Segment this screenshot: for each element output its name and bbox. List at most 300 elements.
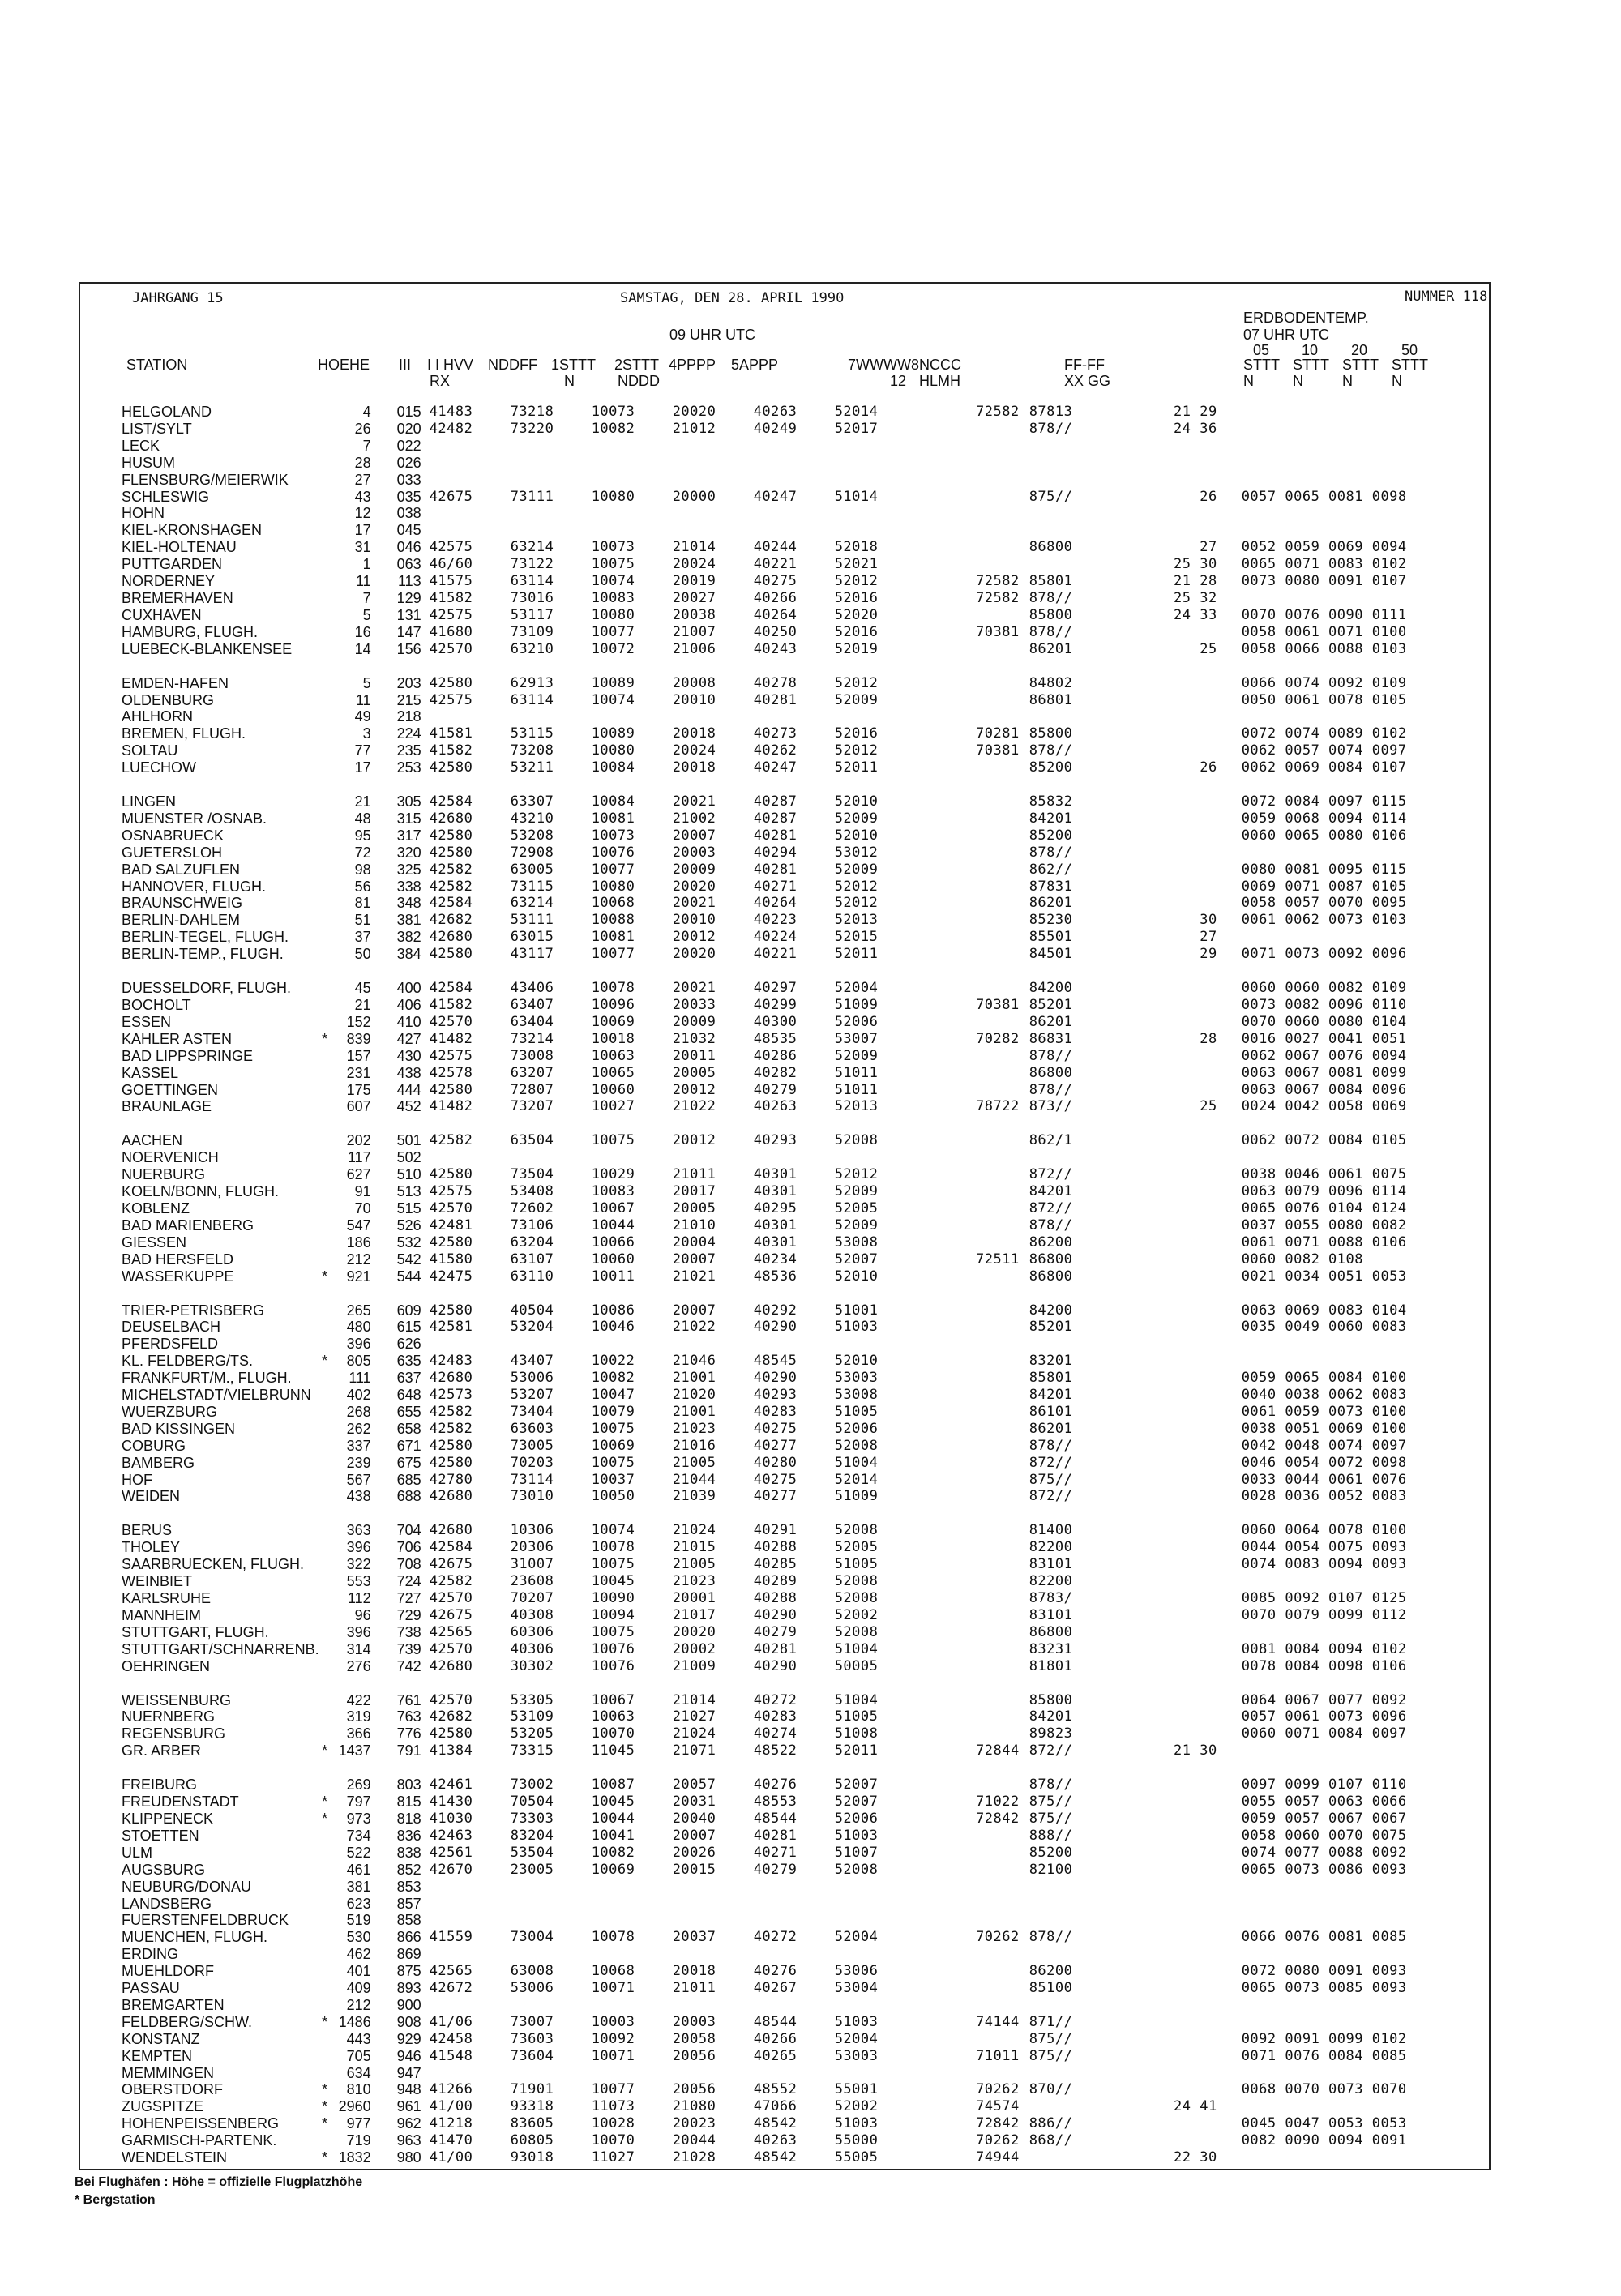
soil-temperatures: 0057 0065 0081 0098 <box>1241 488 1407 505</box>
table-row <box>122 2115 1493 2132</box>
obs-group-6 <box>835 708 940 725</box>
station-height: 623 <box>346 1895 371 1912</box>
soil-temperatures <box>1242 522 1493 539</box>
obs-group-3: 10088 <box>591 912 635 929</box>
obs-group-3: 10083 <box>591 589 635 606</box>
obs-group-6: 52013 <box>834 912 879 929</box>
obs-group-4: 20018 <box>672 1963 716 1980</box>
mountain-marker: * <box>322 1268 328 1285</box>
station-height: 268 <box>346 1403 371 1420</box>
wind-gust <box>1107 1811 1242 1828</box>
obs-group-4: 21001 <box>672 1370 716 1387</box>
soil-temperatures: 0097 0099 0107 0110 <box>1241 1777 1407 1794</box>
station-height: 212 <box>346 1251 371 1268</box>
wind-gust: 27 <box>1200 539 1217 556</box>
table-row <box>122 1370 1493 1387</box>
obs-group-2: 73404 <box>510 1403 554 1420</box>
station-id: 727 <box>396 1590 421 1606</box>
obs-group-3: 10069 <box>591 1437 635 1454</box>
station-height: 157 <box>346 1047 371 1064</box>
obs-group-2: 62913 <box>510 674 554 691</box>
c9-header: FF-FF <box>1064 357 1105 373</box>
table-row <box>122 1777 1493 1794</box>
soil-temperatures <box>1242 2149 1493 2166</box>
mountain-marker <box>319 1387 331 1404</box>
soil-temperatures <box>1242 1336 1493 1353</box>
obs-group-7 <box>940 1658 1029 1675</box>
obs-group-5: 40263 <box>753 2132 798 2149</box>
obs-group-7 <box>940 1539 1029 1556</box>
soil-temperatures: 0081 0084 0094 0102 <box>1241 1640 1407 1657</box>
obs-group-1 <box>430 1912 511 1929</box>
obs-group-2: 73111 <box>510 488 554 505</box>
obs-group-5: 40221 <box>753 556 798 573</box>
station-height: 175 <box>346 1081 371 1098</box>
soil-depth-05: 05 <box>1253 342 1270 358</box>
station-id: 875 <box>396 1963 421 1980</box>
obs-group-5: 48542 <box>753 2149 798 2166</box>
station-height: 530 <box>346 1929 371 1946</box>
obs-group-6 <box>835 505 940 522</box>
wind-gust <box>1107 2048 1242 2065</box>
wind-gust: 29 <box>1200 946 1217 963</box>
obs-group-8: 888// <box>1029 1827 1073 1844</box>
obs-group-4: 20033 <box>672 997 716 1013</box>
obs-group-4: 20011 <box>672 1047 716 1064</box>
obs-group-2: 83605 <box>510 2115 554 2132</box>
mountain-marker <box>319 1980 331 1997</box>
obs-group-4: 20040 <box>672 1810 716 1827</box>
obs-group-3: 10070 <box>591 1725 635 1742</box>
station-height: 45 <box>354 980 371 997</box>
obs-group-1: 42780 <box>429 1471 473 1488</box>
obs-group-6 <box>835 1997 940 2014</box>
station-name: BAD MARIENBERG <box>122 1216 254 1234</box>
obs-group-4: 20031 <box>672 1794 716 1811</box>
obs-group-3: 10071 <box>591 2047 635 2064</box>
station-name: NOERVENICH <box>122 1149 219 1166</box>
obs-group-8: 83101 <box>1029 1556 1073 1573</box>
obs-group-6 <box>835 1879 940 1896</box>
obs-group-3 <box>592 1997 673 2014</box>
wind-gust <box>1107 1014 1242 1031</box>
obs-group-8: 86201 <box>1029 1420 1073 1437</box>
obs-group-3: 10041 <box>591 1827 635 1844</box>
station-id: 513 <box>396 1183 421 1200</box>
obs-group-5: 40276 <box>753 1777 798 1794</box>
wind-gust <box>1107 1149 1242 1166</box>
table-row <box>122 708 1493 725</box>
wind-gust <box>1107 1522 1242 1539</box>
obs-group-6: 52012 <box>834 895 879 912</box>
obs-group-5: 40267 <box>753 1980 798 1997</box>
table-row <box>122 2014 1493 2031</box>
obs-group-7 <box>940 912 1029 929</box>
mountain-marker <box>319 844 331 862</box>
soil-temperatures: 0092 0091 0099 0102 <box>1241 2030 1407 2047</box>
obs-group-5: 40286 <box>753 1047 798 1064</box>
obs-group-3: 10022 <box>591 1353 635 1370</box>
obs-group-2: 73218 <box>510 404 554 420</box>
wind-gust <box>1107 438 1242 455</box>
obs-group-3: 10082 <box>591 1370 635 1387</box>
station-name: BERLIN-DAHLEM <box>122 912 241 929</box>
station-id: 382 <box>396 929 421 946</box>
obs-group-4: 20010 <box>672 691 716 708</box>
obs-group-4: 21020 <box>672 1387 716 1404</box>
station-id: 869 <box>396 1946 421 1963</box>
station-id: 648 <box>396 1387 421 1404</box>
obs-group-7 <box>940 1777 1029 1794</box>
obs-group-1: 42481 <box>429 1216 473 1234</box>
soil-temperatures: 0058 0057 0070 0095 <box>1241 895 1407 912</box>
obs-group-2: 53115 <box>510 725 554 742</box>
obs-group-2: 43117 <box>510 946 554 963</box>
obs-group-2: 53109 <box>510 1708 554 1725</box>
obs-group-1: 42482 <box>429 420 473 437</box>
station-id: 637 <box>396 1370 421 1387</box>
obs-group-5: 40290 <box>753 1606 798 1623</box>
obs-group-2: 73603 <box>510 2030 554 2047</box>
table-row <box>122 2098 1493 2115</box>
obs-group-7 <box>940 1234 1029 1251</box>
station-height: 56 <box>354 878 371 895</box>
table-row <box>122 2132 1493 2149</box>
obs-group-7 <box>940 980 1029 997</box>
obs-group-6: 52004 <box>834 980 879 997</box>
obs-group-3: 10077 <box>591 623 635 640</box>
wind-gust: 22 30 <box>1174 2149 1217 2166</box>
obs-group-8 <box>1029 455 1107 472</box>
obs-group-4 <box>673 438 754 455</box>
obs-group-6: 52004 <box>834 2030 879 2047</box>
station-height: 461 <box>346 1861 371 1878</box>
obs-group-2 <box>511 1946 592 1963</box>
obs-group-8: 85200 <box>1029 1844 1073 1861</box>
station-id: 544 <box>396 1268 421 1285</box>
mountain-marker: * <box>322 1030 328 1047</box>
obs-group-6: 51001 <box>834 1302 879 1319</box>
wind-gust <box>1107 1708 1242 1725</box>
station-height: 48 <box>354 810 371 827</box>
soil-temperatures <box>1242 1624 1493 1641</box>
station-height: 212 <box>346 1996 371 2013</box>
table-row <box>122 1845 1493 1862</box>
obs-group-6: 52007 <box>834 1251 879 1268</box>
mountain-marker <box>319 2065 331 2082</box>
station-height: 21 <box>354 793 371 810</box>
station-id: 963 <box>396 2132 421 2149</box>
obs-group-3: 10078 <box>591 1539 635 1556</box>
station-id: 961 <box>396 2098 421 2115</box>
obs-group-5: 40289 <box>753 1573 798 1590</box>
mountain-marker <box>319 1539 331 1556</box>
obs-group-8: 85832 <box>1029 793 1073 810</box>
station-height: 43 <box>354 488 371 505</box>
obs-group-7 <box>940 1014 1029 1031</box>
obs-group-2: 73208 <box>510 742 554 759</box>
obs-group-8: 86800 <box>1029 1064 1073 1081</box>
mountain-marker <box>319 1472 331 1489</box>
c1-header: I I HVV <box>427 357 474 373</box>
station-name: OBERSTDORF <box>122 2081 224 2098</box>
wind-gust <box>1107 1200 1242 1217</box>
obs-group-1: 41482 <box>429 1030 473 1047</box>
soil-temperatures: 0068 0070 0073 0070 <box>1241 2081 1407 2098</box>
obs-group-3: 10068 <box>591 895 635 912</box>
soil-temperatures: 0085 0092 0107 0125 <box>1241 1590 1407 1606</box>
obs-group-6 <box>835 472 940 489</box>
station-name: BAD SALZUFLEN <box>122 861 241 878</box>
station-id: 501 <box>396 1132 421 1149</box>
obs-group-5: 40234 <box>753 1251 798 1268</box>
obs-group-6: 52012 <box>834 573 879 590</box>
group-separator <box>122 1115 1493 1132</box>
soil-temperatures: 0050 0061 0078 0105 <box>1241 691 1407 708</box>
obs-group-5: 40224 <box>753 929 798 946</box>
obs-group-6: 51003 <box>834 2115 879 2132</box>
obs-group-3: 10076 <box>591 844 635 861</box>
station-height: 363 <box>346 1522 371 1539</box>
obs-group-4: 21032 <box>672 1030 716 1047</box>
obs-group-1: 41582 <box>429 997 473 1013</box>
soil-temperatures <box>1242 590 1493 607</box>
table-row <box>122 1811 1493 1828</box>
obs-group-5: 40288 <box>753 1590 798 1606</box>
table-row <box>122 590 1493 607</box>
wind-gust <box>1107 810 1242 827</box>
station-height: 977 <box>346 2115 371 2132</box>
soil-stttt-1: STTT <box>1243 357 1280 373</box>
station-id: 836 <box>396 1827 421 1844</box>
station-id: 026 <box>396 454 421 471</box>
obs-group-4: 20024 <box>672 742 716 759</box>
station-name: CUXHAVEN <box>122 606 202 623</box>
obs-group-4: 20010 <box>672 912 716 929</box>
obs-group-1: 42580 <box>429 827 473 844</box>
obs-group-4: 20003 <box>672 844 716 861</box>
wind-gust <box>1107 505 1242 522</box>
station-id: 858 <box>396 1912 421 1929</box>
station-name: KOBLENZ <box>122 1199 190 1216</box>
obs-group-7 <box>940 1217 1029 1234</box>
obs-group-2: 73114 <box>510 1471 554 1488</box>
station-id: 708 <box>396 1556 421 1573</box>
obs-group-5: 40293 <box>753 1132 798 1149</box>
obs-group-5: 40281 <box>753 827 798 844</box>
station-name: KOELN/BONN, FLUGH. <box>122 1183 280 1200</box>
wind-gust <box>1107 1946 1242 1963</box>
obs-group-2: 73504 <box>510 1166 554 1183</box>
obs-group-2 <box>511 505 592 522</box>
station-id: 015 <box>396 404 421 420</box>
station-name: MUENCHEN, FLUGH. <box>122 1929 268 1946</box>
soil-temperatures <box>1242 505 1493 522</box>
obs-group-7: 70262 <box>976 2132 1020 2149</box>
mountain-marker <box>319 810 331 827</box>
station-name: HOF <box>122 1471 152 1488</box>
obs-group-7 <box>940 1725 1029 1742</box>
obs-group-1: 42570 <box>429 640 473 657</box>
mountain-marker <box>319 1845 331 1862</box>
station-name: BAD HERSFELD <box>122 1251 234 1268</box>
station-id: 763 <box>396 1708 421 1725</box>
mountain-marker <box>319 1929 331 1946</box>
station-height: 51 <box>354 912 371 929</box>
table-row <box>122 929 1493 946</box>
obs-group-7: 78722 <box>976 1098 1020 1115</box>
obs-group-7: 74574 <box>976 2098 1020 2115</box>
obs-group-4: 20009 <box>672 861 716 878</box>
obs-group-8: 878// <box>1029 1777 1073 1794</box>
soil-temperatures: 0028 0036 0052 0083 <box>1241 1488 1407 1505</box>
station-name: REGENSBURG <box>122 1725 226 1742</box>
obs-group-1 <box>430 1879 511 1896</box>
obs-group-1: 41384 <box>429 1742 473 1759</box>
obs-group-3: 10045 <box>591 1794 635 1811</box>
obs-group-7 <box>940 1828 1029 1845</box>
obs-group-4: 21007 <box>672 623 716 640</box>
table-row <box>122 489 1493 506</box>
obs-group-3: 10069 <box>591 1861 635 1878</box>
soil-temperatures: 0058 0066 0088 0103 <box>1241 640 1407 657</box>
station-height: 96 <box>354 1606 371 1623</box>
station-name: SAARBRUECKEN, FLUGH. <box>122 1556 305 1573</box>
mountain-marker <box>319 455 331 472</box>
obs-group-7 <box>940 505 1029 522</box>
main-utc-label: 09 UHR UTC <box>669 327 756 343</box>
table-row <box>122 1522 1493 1539</box>
obs-group-8: 86200 <box>1029 1963 1073 1980</box>
obs-group-8 <box>1029 1912 1107 1929</box>
soil-temperatures: 0063 0067 0084 0096 <box>1241 1081 1407 1098</box>
obs-group-5: 40280 <box>753 1454 798 1471</box>
obs-group-8: 85800 <box>1029 606 1073 623</box>
station-name: WEINBIET <box>122 1573 193 1590</box>
obs-group-6: 52016 <box>834 725 879 742</box>
obs-group-7 <box>940 1980 1029 1997</box>
obs-group-1: 42575 <box>429 1047 473 1064</box>
mountain-marker <box>319 1725 331 1742</box>
obs-group-3: 10079 <box>591 1403 635 1420</box>
station-height: 12 <box>354 505 371 522</box>
obs-group-6: 51009 <box>834 1488 879 1505</box>
obs-group-4: 20020 <box>672 946 716 963</box>
obs-group-3: 10082 <box>591 1844 635 1861</box>
obs-group-8: 85801 <box>1029 573 1073 590</box>
obs-group-8: 85800 <box>1029 1691 1073 1708</box>
table-row <box>122 827 1493 844</box>
wind-gust: 25 32 <box>1174 589 1217 606</box>
obs-group-2: 53211 <box>510 759 554 776</box>
station-height: 7 <box>362 437 371 454</box>
obs-group-7 <box>940 1641 1029 1658</box>
obs-group-3 <box>592 472 673 489</box>
table-row <box>122 1828 1493 1845</box>
obs-group-4: 21027 <box>672 1708 716 1725</box>
obs-group-3: 10018 <box>591 1030 635 1047</box>
obs-group-4: 20012 <box>672 1081 716 1098</box>
station-height: 634 <box>346 2064 371 2081</box>
station-height: 49 <box>354 708 371 725</box>
obs-group-4: 21028 <box>672 2149 716 2166</box>
wind-gust <box>1107 980 1242 997</box>
table-row <box>122 2081 1493 2098</box>
c1-subheader: RX <box>430 373 451 389</box>
soil-temperatures: 0038 0051 0069 0100 <box>1241 1420 1407 1437</box>
obs-group-6 <box>835 1946 940 1963</box>
station-id: 685 <box>396 1471 421 1488</box>
wind-gust <box>1107 1336 1242 1353</box>
station-id: 946 <box>396 2047 421 2064</box>
table-row <box>122 455 1493 472</box>
station-height: 422 <box>346 1691 371 1708</box>
table-row <box>122 505 1493 522</box>
table-row <box>122 1624 1493 1641</box>
mountain-marker <box>319 1573 331 1590</box>
obs-group-1: 42680 <box>429 1488 473 1505</box>
station-id: 776 <box>396 1725 421 1742</box>
group-separator <box>122 1285 1493 1302</box>
station-name: DUESSELDORF, FLUGH. <box>122 980 292 997</box>
obs-group-6: 51005 <box>834 1403 879 1420</box>
obs-group-8: 878// <box>1029 589 1073 606</box>
mountain-marker <box>319 472 331 489</box>
obs-group-8: 86201 <box>1029 640 1073 657</box>
soil-temperatures: 0045 0047 0053 0053 <box>1241 2115 1407 2132</box>
wind-gust <box>1107 2081 1242 2098</box>
obs-group-1: 41030 <box>429 1810 473 1827</box>
station-name: PASSAU <box>122 1980 180 1997</box>
obs-group-8 <box>1029 1946 1107 1963</box>
soil-temperatures <box>1242 472 1493 489</box>
obs-group-5: 40292 <box>753 1302 798 1319</box>
obs-group-7 <box>940 1590 1029 1607</box>
station-id: 502 <box>396 1149 421 1166</box>
obs-group-5: 40265 <box>753 2047 798 2064</box>
obs-group-7: 72582 <box>976 404 1020 420</box>
obs-group-6 <box>835 1149 940 1166</box>
obs-group-5: 40276 <box>753 1963 798 1980</box>
obs-group-3: 11045 <box>591 1742 635 1759</box>
station-name: BAD LIPPSPRINGE <box>122 1047 254 1064</box>
obs-group-5: 47066 <box>753 2098 798 2115</box>
obs-group-7 <box>940 1879 1029 1896</box>
table-row <box>122 1404 1493 1421</box>
soil-temperatures <box>1242 1997 1493 2014</box>
obs-group-2: 63114 <box>510 573 554 590</box>
obs-group-1: 42584 <box>429 980 473 997</box>
obs-group-4: 20056 <box>672 2047 716 2064</box>
obs-group-3: 10073 <box>591 827 635 844</box>
station-name: HANNOVER, FLUGH. <box>122 878 267 895</box>
obs-group-7 <box>940 1438 1029 1455</box>
obs-group-2: 30302 <box>510 1657 554 1674</box>
obs-group-7 <box>940 1845 1029 1862</box>
obs-group-2: 93018 <box>510 2149 554 2166</box>
obs-group-4: 20044 <box>672 2132 716 2149</box>
obs-group-3: 10086 <box>591 1302 635 1319</box>
mountain-marker <box>319 1997 331 2014</box>
obs-group-6: 52008 <box>834 1522 879 1539</box>
obs-group-5: 40299 <box>753 997 798 1013</box>
obs-group-5: 48544 <box>753 1810 798 1827</box>
mountain-marker <box>319 1522 331 1539</box>
obs-group-5: 40283 <box>753 1403 798 1420</box>
obs-group-1 <box>430 2065 511 2082</box>
obs-group-4: 21006 <box>672 640 716 657</box>
obs-group-2: 73207 <box>510 1098 554 1115</box>
